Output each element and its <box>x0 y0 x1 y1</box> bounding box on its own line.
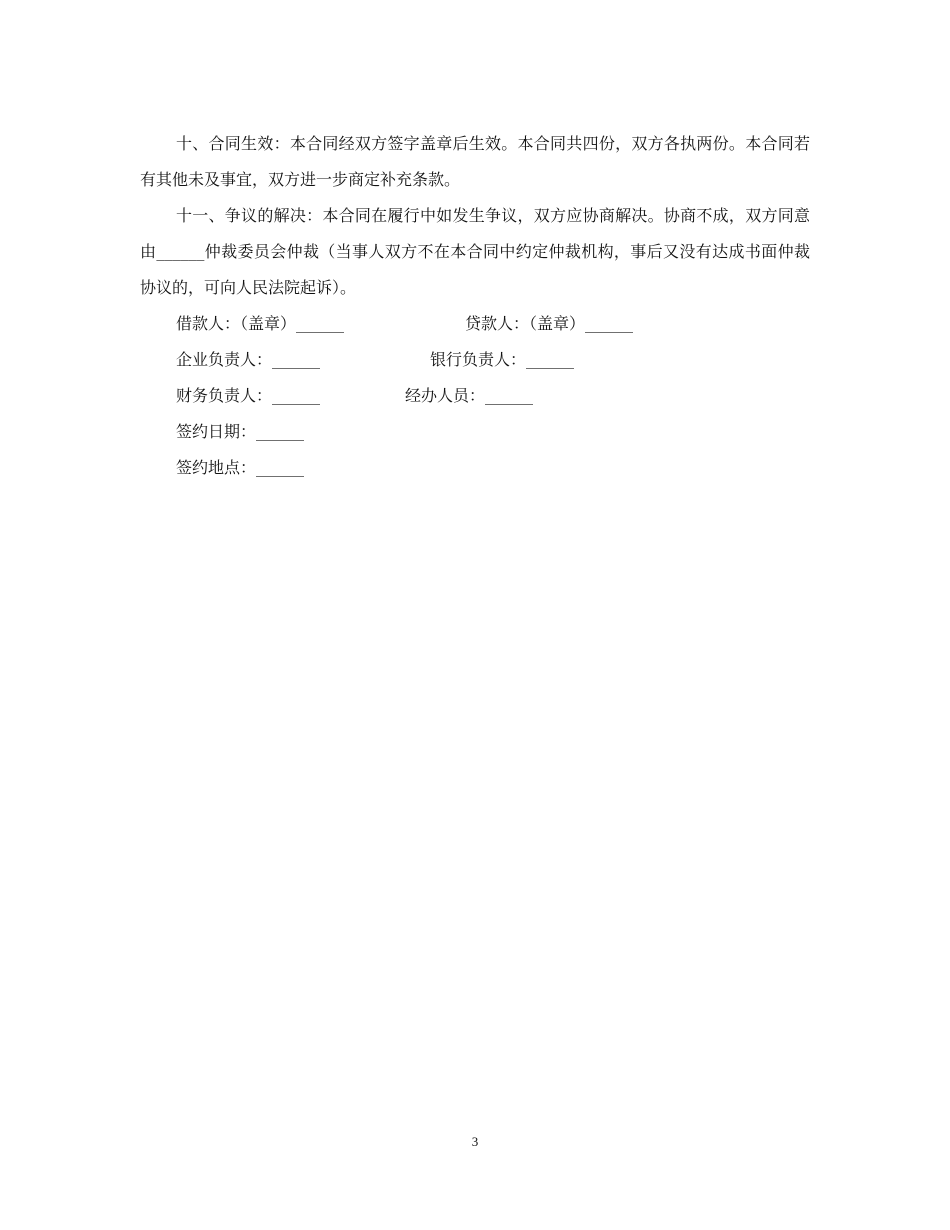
clause-dispute-resolution: 十一、争议的解决：本合同在履行中如发生争议，双方应协商解决。协商不成，双方同意由______仲裁委员会仲裁（当事人双方不在本合同中约定仲裁机构，事后又没有达成书面仲裁协议的，可向人民法院起诉）。 <box>140 206 810 297</box>
sign-date-row <box>140 414 810 450</box>
enterprise-head-field: 企业负责人：______ <box>176 350 321 369</box>
signature-row-staff <box>140 378 810 414</box>
sign-place-field: 签约地点：______ <box>176 458 305 477</box>
finance-head-field: 财务负责人：______ <box>176 386 321 405</box>
signature-row-heads <box>140 342 810 378</box>
lender-seal-field: 贷款人：（盖章）______ <box>465 314 634 333</box>
sign-date-field: 签约日期：______ <box>176 422 305 441</box>
sign-place-row <box>140 450 810 486</box>
contract-body <box>140 126 810 486</box>
clause-effectiveness: 十、合同生效：本合同经双方签字盖章后生效。本合同共四份，双方各执两份。本合同若有其他未及事宜，双方进一步商定补充条款。 <box>140 134 810 189</box>
bank-head-field: 银行负责人：______ <box>430 350 575 369</box>
signature-row-seals <box>140 306 810 342</box>
borrower-seal-field: 借款人：（盖章）______ <box>176 314 345 333</box>
page-number: 3 <box>471 1134 479 1149</box>
handler-field: 经办人员：______ <box>405 386 534 405</box>
